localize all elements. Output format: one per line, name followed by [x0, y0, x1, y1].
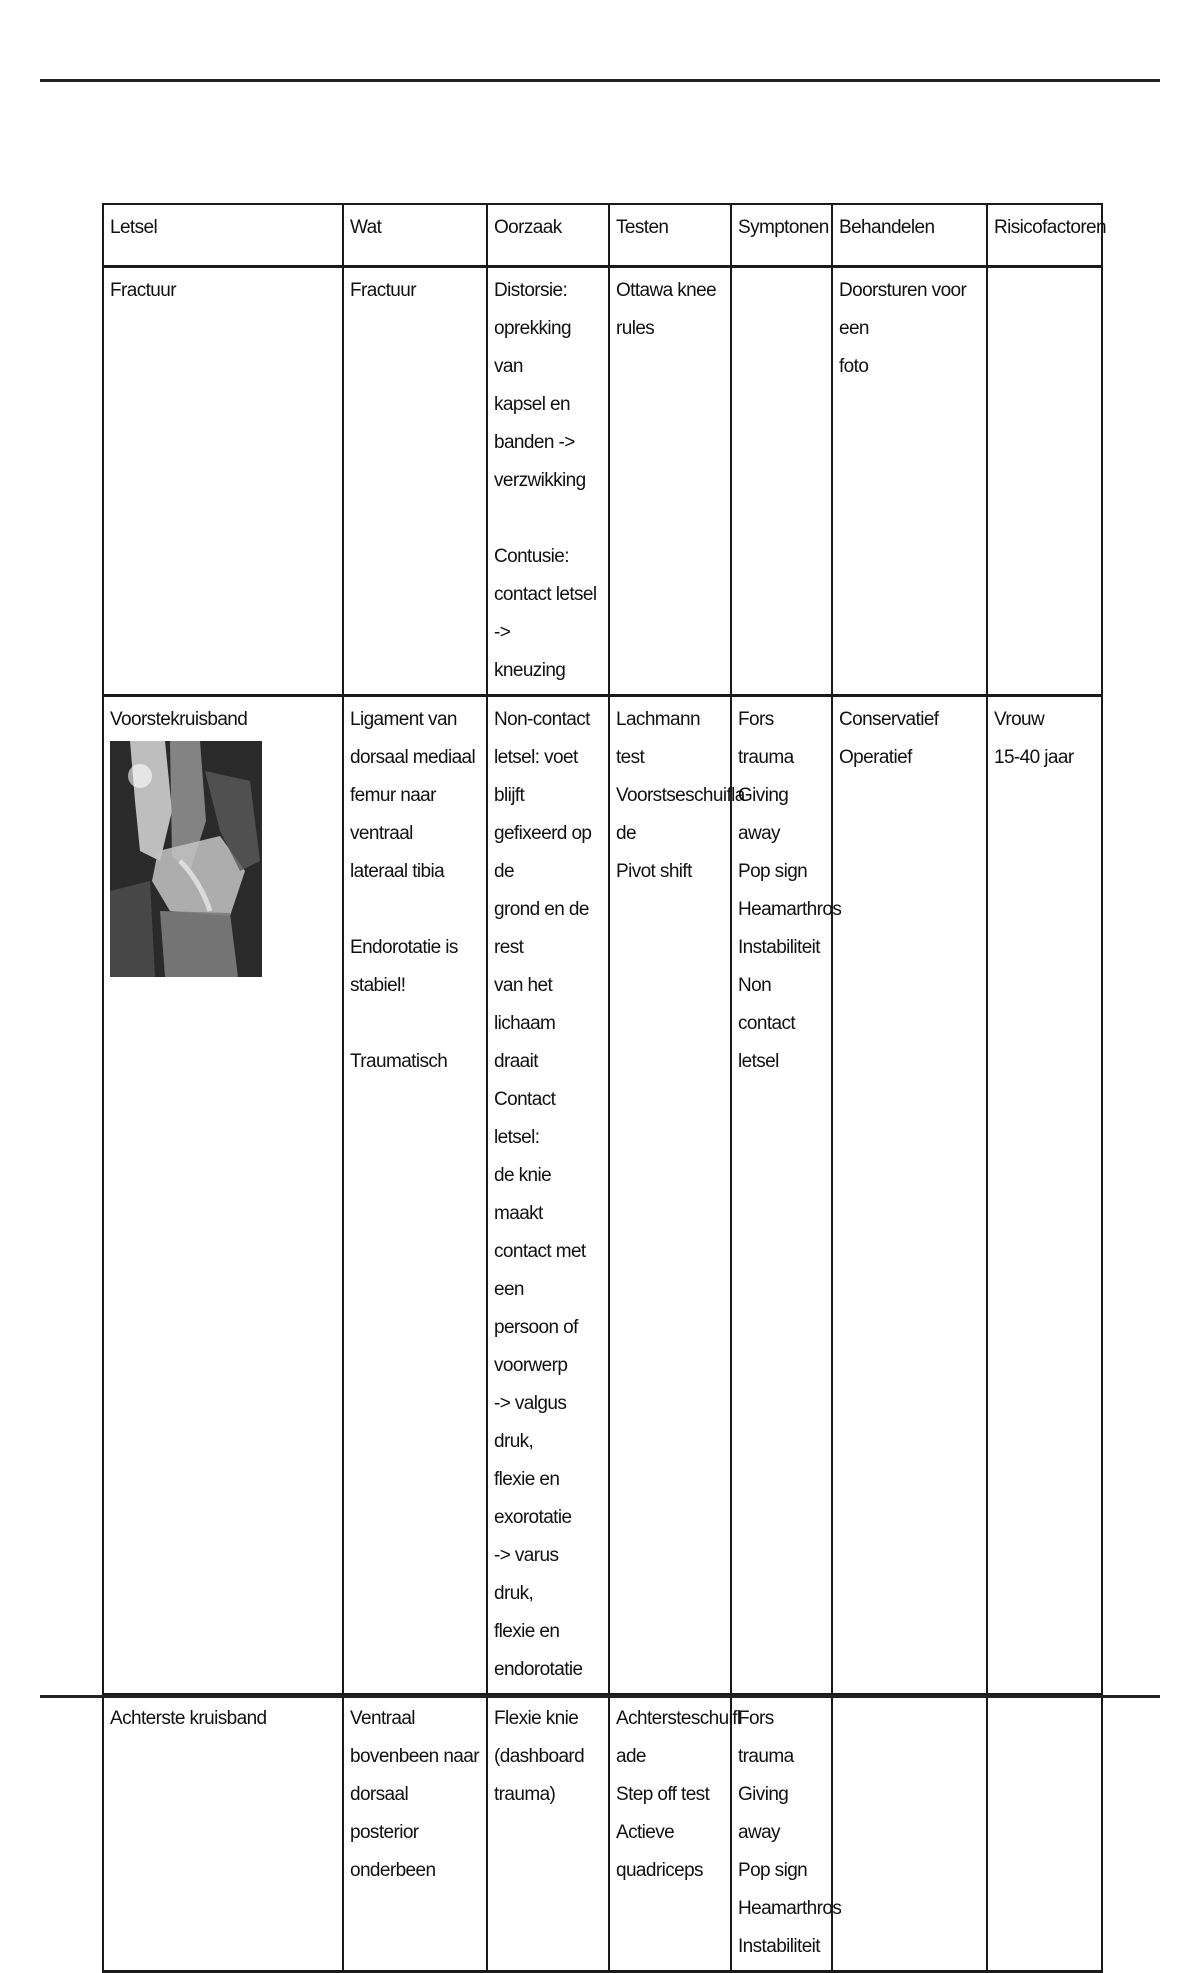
footer-divider [40, 1695, 1160, 1698]
table-header-row [103, 204, 1102, 267]
cell-line: Vrouw [994, 709, 1045, 730]
injury-table-container [102, 203, 1106, 1973]
cell-line: oprekking van [494, 318, 576, 377]
cell-line: Lachmann test [616, 709, 705, 768]
injury-table [102, 203, 1106, 1973]
cell-line: Ventraal [350, 1708, 415, 1729]
cell-line: ade [616, 1746, 646, 1767]
cell-behandelen [832, 1695, 987, 1972]
header-symptonen: Symptonen [731, 204, 832, 267]
cell-line: Fractuur [110, 280, 176, 301]
header-testen: Testen [609, 204, 731, 267]
cell-line [350, 1005, 480, 1043]
cell-line: bovenbeen naar [350, 1746, 479, 1767]
cell-risicofactoren [987, 1695, 1102, 1972]
cell-testen [609, 696, 745, 1695]
header-behandelen: Behandelen [832, 204, 987, 267]
cell-line: letsel: voet blijft [494, 747, 583, 806]
cell-line: Achterste kruisband [110, 1708, 267, 1729]
cell-line: -> valgus druk, [494, 1393, 571, 1452]
cell-line: grond en de rest [494, 899, 594, 958]
cell-line: Giving away [738, 1784, 793, 1843]
cell-line: voorwerp [494, 1355, 568, 1376]
cell-line: Distorsie: [494, 280, 568, 301]
cell-symptonen [731, 1695, 842, 1972]
cell-line: Pop sign [738, 861, 808, 882]
cell-line: onderbeen [350, 1860, 436, 1881]
cell-line: foto [839, 356, 869, 377]
cell-line: Giving away [738, 785, 793, 844]
cell-letsel [103, 267, 343, 696]
cell-line: verzwikking [494, 470, 586, 491]
cell-wat [343, 696, 487, 1695]
cell-testen [609, 1695, 741, 1972]
cell-line: Fors trauma [738, 1708, 794, 1767]
cell-oorzaak [487, 267, 609, 696]
cell-letsel [103, 1695, 343, 1972]
cell-line: Heamarthros [738, 899, 842, 920]
cell-line: Actieve [616, 1822, 675, 1843]
cell-line: -> varus druk, [494, 1545, 564, 1604]
cell-behandelen [832, 696, 987, 1695]
cell-line: Non-contact [494, 709, 590, 730]
cell-line: Endorotatie is [350, 937, 458, 958]
cell-symptonen [731, 696, 842, 1695]
cell-line [494, 500, 602, 538]
header-wat: Wat [343, 204, 487, 267]
cell-line: flexie en [494, 1469, 560, 1490]
cell-line: dorsaal mediaal [350, 747, 476, 768]
cell-testen [609, 267, 731, 696]
cell-wat [343, 267, 487, 696]
cell-line: Heamarthros [738, 1898, 842, 1919]
cell-line: trauma) [494, 1784, 556, 1805]
cell-line: Non contact [738, 975, 796, 1034]
cell-risicofactoren [987, 267, 1102, 696]
cell-line: exorotatie [494, 1507, 572, 1528]
cell-oorzaak [487, 696, 609, 1695]
cell-line: Doorsturen voor een [839, 280, 971, 339]
cell-line: dorsaal posterior [350, 1784, 419, 1843]
cell-line: letsel [738, 1051, 779, 1072]
cell-oorzaak [487, 1695, 609, 1972]
cell-line: persoon of [494, 1317, 578, 1338]
cell-line: Step off test [616, 1784, 710, 1805]
cell-line: Traumatisch [350, 1051, 448, 1072]
header-divider [40, 79, 1160, 82]
header-oorzaak: Oorzaak [487, 204, 609, 267]
cell-line: Fors trauma [738, 709, 794, 768]
table-row [103, 267, 1102, 696]
cell-risicofactoren [987, 696, 1102, 1695]
cell-line: (dashboard [494, 1746, 585, 1767]
cell-line: Pop sign [738, 1860, 808, 1881]
cell-line: gefixeerd op de [494, 823, 597, 882]
cell-line: Conservatief [839, 709, 939, 730]
cell-line: Contusie: [494, 546, 569, 567]
cell-line: Ligament van [350, 709, 457, 730]
cell-line: Pivot shift [616, 861, 692, 882]
cell-line: kneuzing [494, 660, 566, 681]
knee-mri-graphic [110, 741, 262, 977]
cell-behandelen [832, 267, 987, 696]
cell-line: Voorstekruisband [110, 709, 248, 730]
cell-line: Fractuur [350, 280, 416, 301]
cell-line [350, 891, 480, 929]
cell-line: rules [616, 318, 655, 339]
header-risicofactoren: Risicofactoren [987, 204, 1102, 267]
cell-wat [343, 1695, 487, 1972]
cell-line: endorotatie [494, 1659, 583, 1680]
cell-line: quadriceps [616, 1860, 703, 1881]
cell-line: de [616, 823, 636, 844]
cell-line: 15-40 jaar [994, 747, 1074, 768]
cell-line: de knie maakt [494, 1165, 556, 1224]
knee-mri-image [110, 741, 262, 977]
cell-line: van het lichaam [494, 975, 557, 1034]
cell-letsel [103, 696, 343, 1695]
cell-line: contact met een [494, 1241, 591, 1300]
cell-symptonen [731, 267, 832, 696]
cell-line: banden -> [494, 432, 575, 453]
cell-line: stabiel! [350, 975, 406, 996]
cell-line: Contact letsel: [494, 1089, 560, 1148]
cell-line: Instabiliteit [738, 1936, 820, 1957]
cell-line: lateraal tibia [350, 861, 445, 882]
header-letsel: Letsel [103, 204, 343, 267]
cell-line: Instabiliteit [738, 937, 820, 958]
table-row [103, 1695, 1102, 1972]
table-row [103, 696, 1102, 1695]
cell-line: Operatief [839, 747, 912, 768]
cell-line: flexie en [494, 1621, 560, 1642]
cell-line: Flexie knie [494, 1708, 579, 1729]
cell-line: Achtersteschuifl [616, 1708, 741, 1729]
cell-line: contact letsel -> [494, 584, 602, 643]
cell-line: kapsel en [494, 394, 570, 415]
cell-line: femur naar ventraal [350, 785, 441, 844]
cell-line: draait [494, 1051, 538, 1072]
cell-line: Voorstseschuifla [616, 785, 745, 806]
cell-line: Ottawa knee [616, 280, 717, 301]
